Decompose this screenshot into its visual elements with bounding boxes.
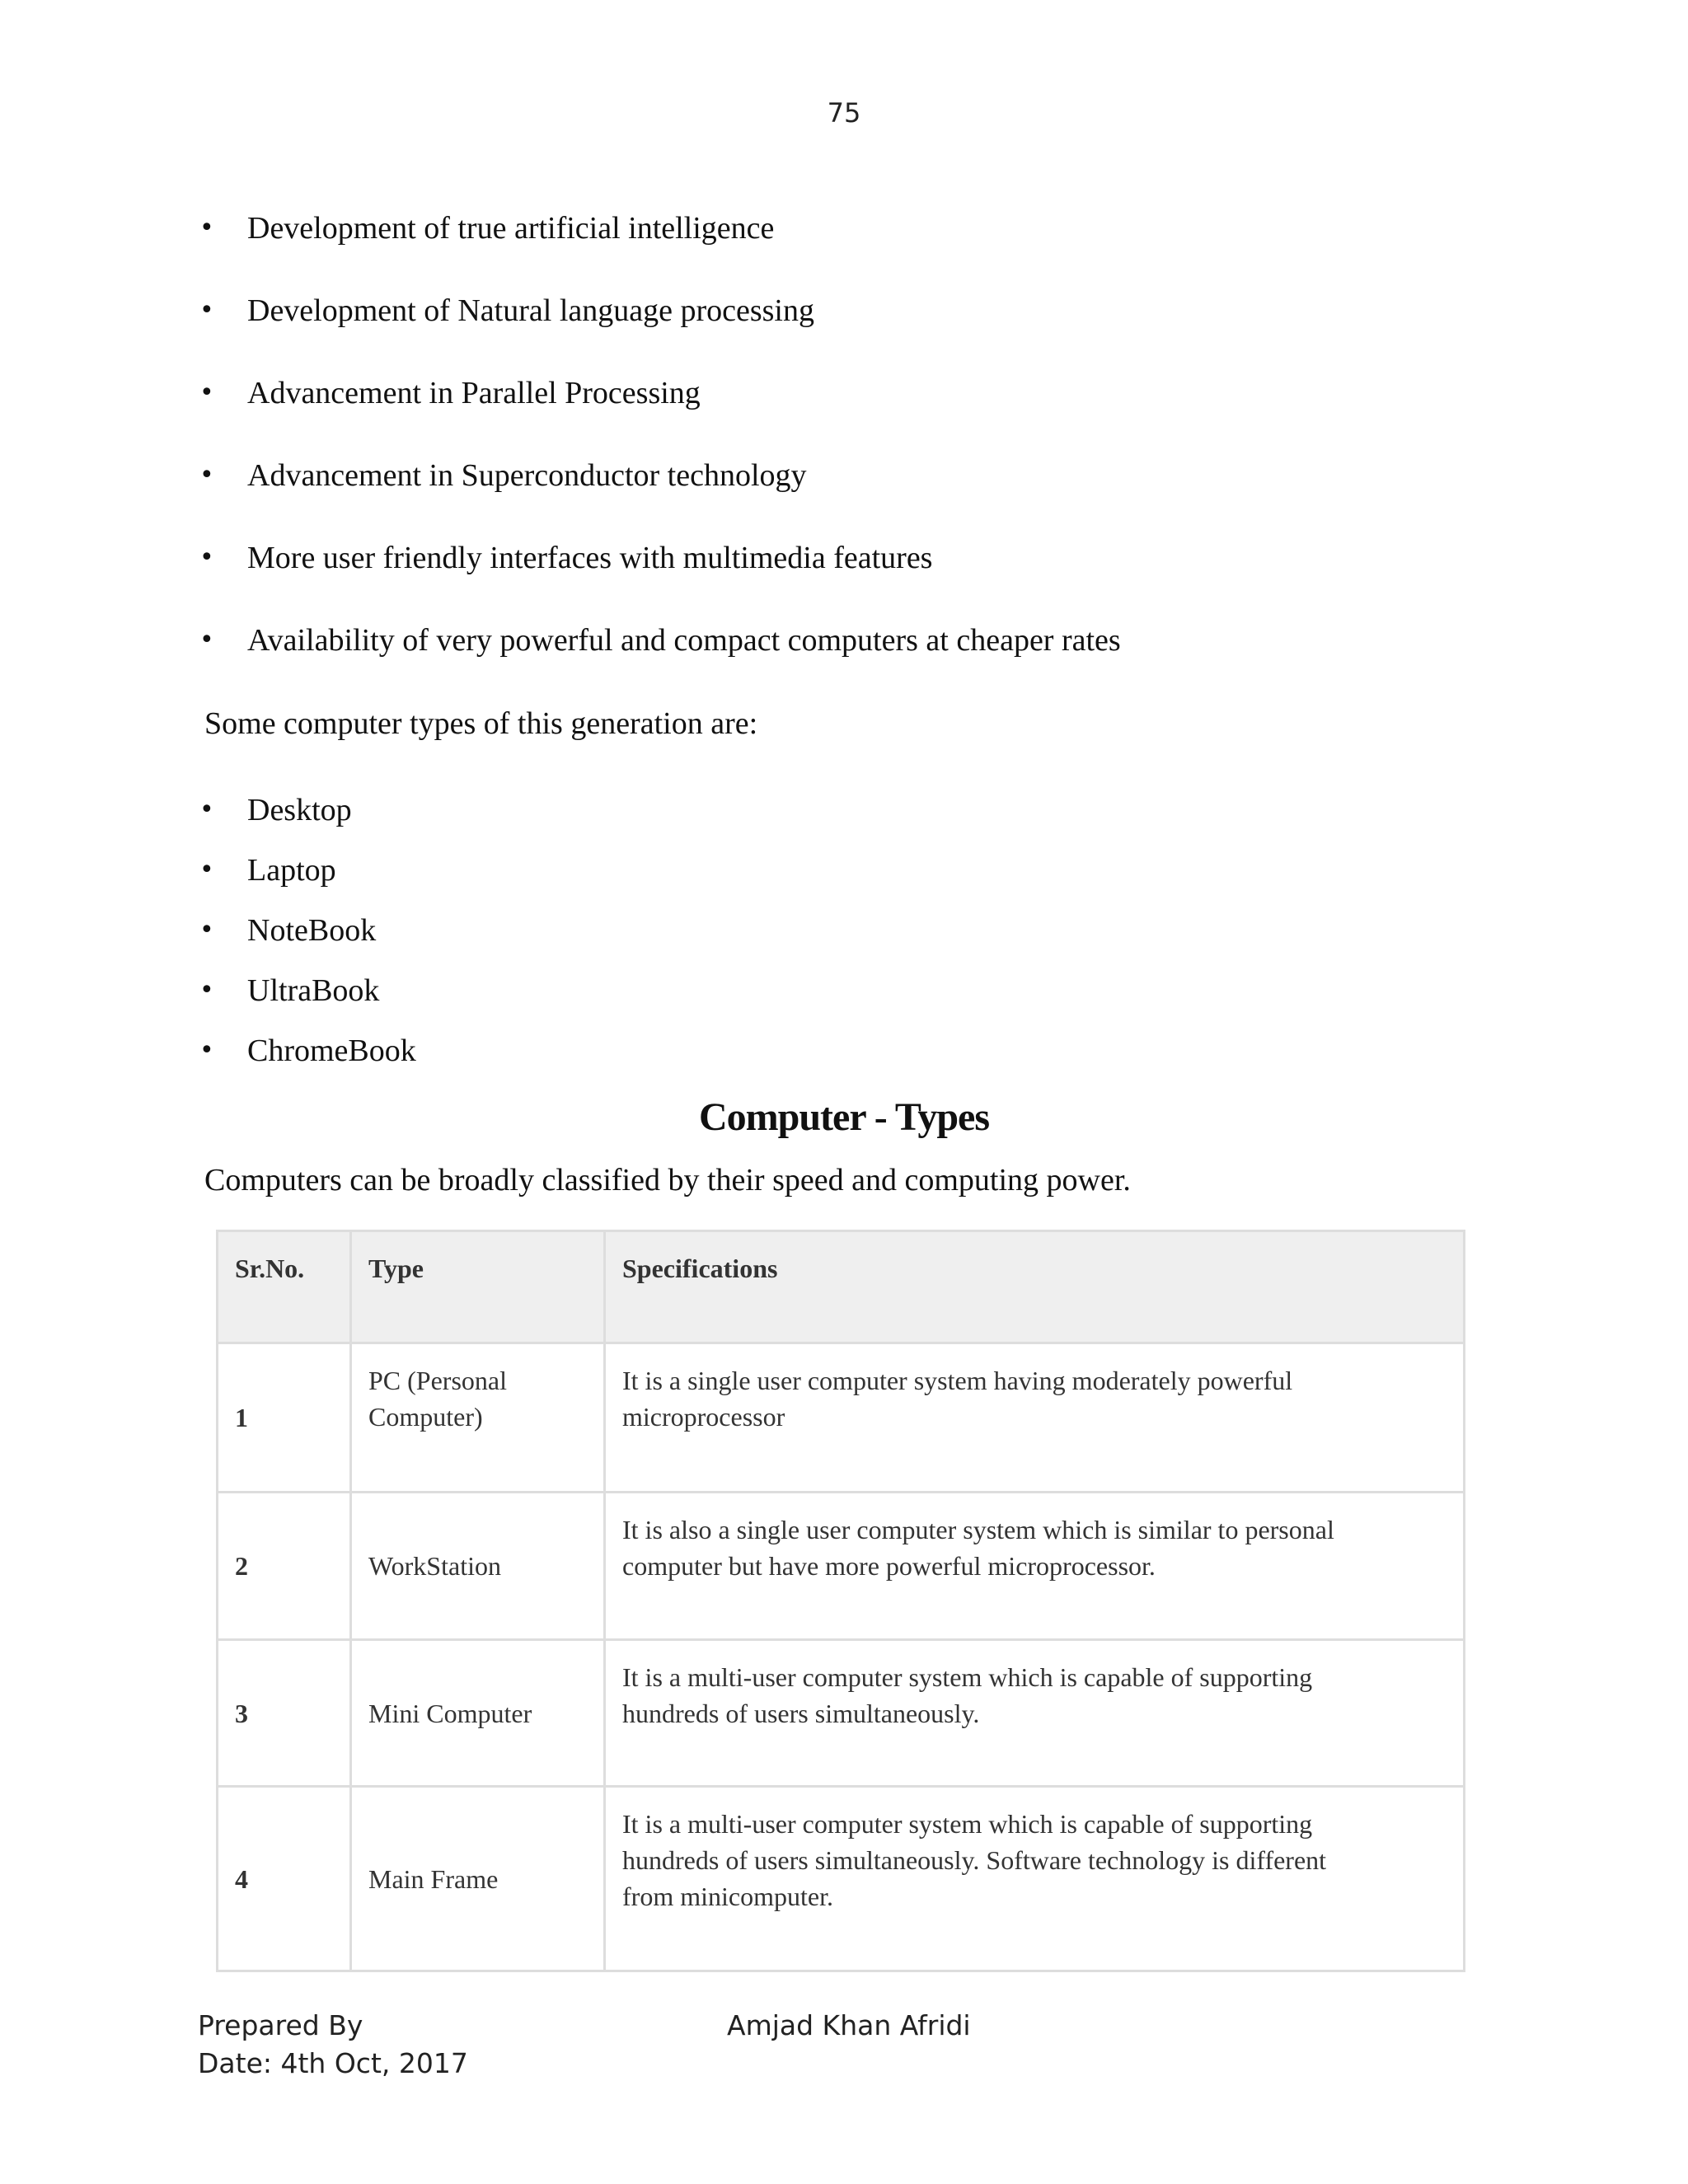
footer-date: Date: 4th Oct, 2017 [198, 2047, 468, 2079]
list-item: • Advancement in Parallel Processing [247, 373, 1121, 455]
list-item: • ChromeBook [247, 1030, 416, 1090]
spec-line: It is a single user computer system having moderately powerful [622, 1366, 1293, 1395]
computer-types-table [216, 1230, 1465, 1972]
spec-line: from minicomputer. [622, 1882, 833, 1911]
header-specifications: Specifications [605, 1231, 1465, 1343]
spec-line: hundreds of users simultaneously. Software technology is different [622, 1845, 1327, 1875]
type-line: Mini Computer [368, 1698, 532, 1728]
table-row [218, 1343, 1465, 1493]
cell-srno: 2 [218, 1493, 351, 1640]
cell-srno: 3 [218, 1640, 351, 1787]
page-number: 75 [827, 97, 861, 129]
cell-srno: 4 [218, 1787, 351, 1971]
section-intro-text: Computers can be broadly classified by their speed and computing power. [204, 1163, 1131, 1197]
table-row [218, 1640, 1465, 1787]
computer-type-list [247, 790, 416, 1090]
cell-specification [605, 1493, 1465, 1640]
list-item: • Development of Natural language processing [247, 290, 1121, 373]
table-header-row [218, 1231, 1465, 1343]
cell-specification [605, 1787, 1465, 1971]
type-line: PC (Personal [368, 1366, 507, 1395]
cell-type [351, 1493, 605, 1640]
section-title: Computer - Types [698, 1095, 989, 1139]
cell-specification [605, 1343, 1465, 1493]
cell-type [351, 1787, 605, 1971]
list-item: • UltraBook [247, 970, 416, 1030]
list-item: • More user friendly interfaces with multimedia features [247, 537, 1121, 620]
spec-line: It is also a single user computer system which is similar to personal [622, 1515, 1334, 1544]
cell-srno: 1 [218, 1343, 351, 1493]
list-item: • Desktop [247, 790, 416, 850]
list-item: • Availability of very powerful and compact computers at cheaper rates [247, 620, 1121, 702]
spec-line: microprocessor [622, 1402, 785, 1432]
cell-type [351, 1343, 605, 1493]
spec-line: It is a multi-user computer system which is capable of supporting [622, 1662, 1313, 1692]
footer-prepared-block [198, 2007, 468, 2083]
footer-prepared-by: Prepared By [198, 2009, 363, 2041]
types-intro-text: Some computer types of this generation are: [204, 706, 758, 741]
cell-type [351, 1640, 605, 1787]
cell-specification [605, 1640, 1465, 1787]
header-srno: Sr.No. [218, 1231, 351, 1343]
spec-line: computer but have more powerful microprocessor. [622, 1551, 1156, 1581]
spec-line: hundreds of users simultaneously. [622, 1699, 980, 1728]
table-row [218, 1787, 1465, 1971]
spec-line: It is a multi-user computer system which is capable of supporting [622, 1809, 1313, 1839]
feature-list [247, 208, 1121, 702]
type-line: Computer) [368, 1402, 483, 1432]
type-line: Main Frame [368, 1863, 499, 1894]
list-item: • Advancement in Superconductor technology [247, 455, 1121, 537]
type-line: WorkStation [368, 1551, 501, 1581]
list-item: • NoteBook [247, 910, 416, 970]
list-item: • Laptop [247, 850, 416, 910]
table-row [218, 1493, 1465, 1640]
list-item: • Development of true artificial intelligence [247, 208, 1121, 290]
footer-author: Amjad Khan Afridi [727, 2009, 971, 2041]
header-type: Type [351, 1231, 605, 1343]
